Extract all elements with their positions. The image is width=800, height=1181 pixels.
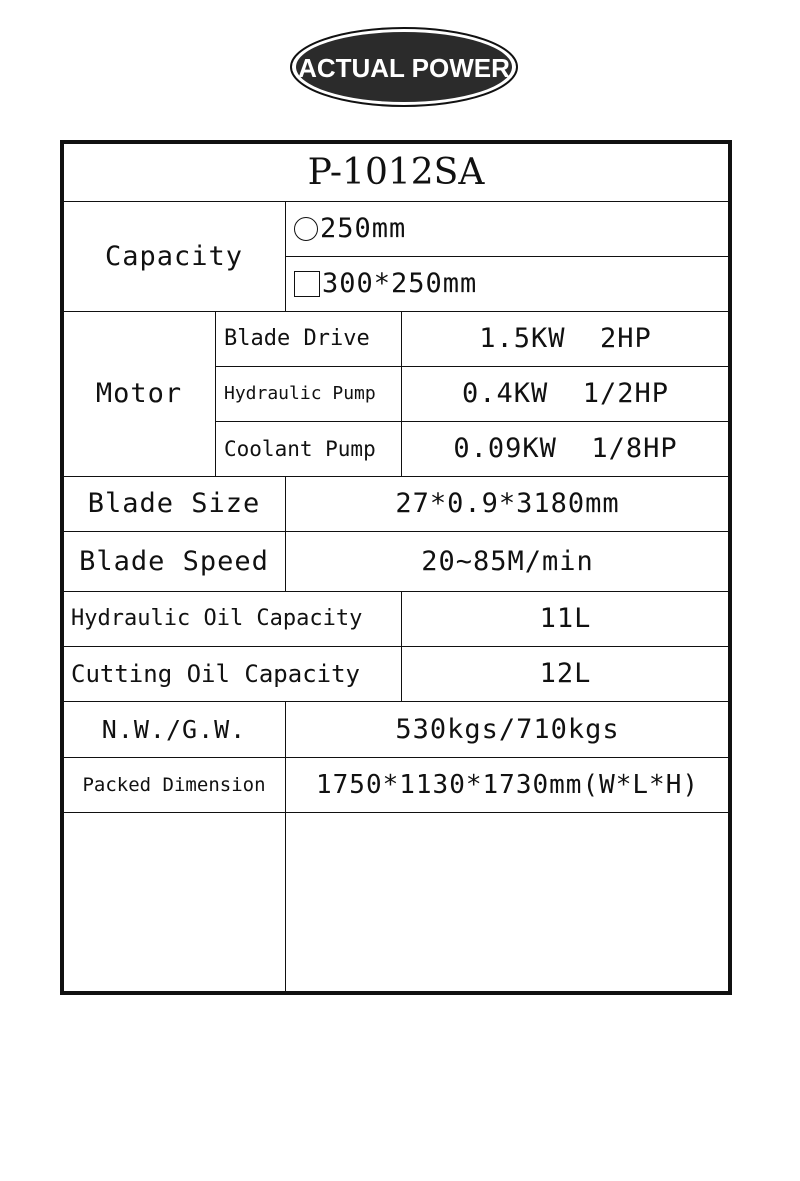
motor-coolant-pump-label: Coolant Pump [224, 436, 376, 461]
capacity-label: Capacity [104, 240, 244, 272]
round-stock-icon [294, 217, 318, 241]
blade-speed-value: 20~85M/min [421, 545, 594, 577]
packed-dimension-label: Packed Dimension [82, 773, 266, 796]
brand-logo [289, 27, 519, 107]
hydraulic-oil-value: 11L [539, 603, 592, 634]
blade-speed-label: Blade Speed [79, 545, 269, 577]
capacity-round-value: 250mm [320, 213, 407, 244]
motor-blade-drive-label: Blade Drive [224, 326, 370, 351]
cutting-oil-value: 12L [539, 658, 592, 689]
weight-label: N.W./G.W. [101, 714, 247, 744]
capacity-round [286, 201, 729, 256]
motor-blade-drive-value: 1.5KW 2HP [479, 323, 652, 354]
blade-size-label: Blade Size [87, 488, 261, 519]
motor-label: Motor [95, 378, 183, 409]
motor-hydraulic-pump-label: Hydraulic Pump [224, 383, 376, 404]
model-title: P-1012SA [307, 151, 485, 193]
motor-hydraulic-pump-value: 0.4KW 1/2HP [461, 378, 670, 409]
rectangular-stock-icon [294, 271, 320, 297]
empty-cell-right [286, 812, 729, 992]
blade-size-value: 27*0.9*3180mm [395, 488, 620, 519]
empty-cell-left [63, 812, 285, 992]
weight-value: 530kgs/710kgs [395, 713, 620, 745]
cutting-oil-label: Cutting Oil Capacity [71, 659, 360, 688]
capacity-rect-value: 300*250mm [322, 268, 478, 299]
hydraulic-oil-label: Hydraulic Oil Capacity [71, 606, 363, 631]
logo-text: ACTUAL POWER [298, 53, 510, 83]
packed-dimension-value: 1750*1130*1730mm(W*L*H) [315, 769, 700, 800]
motor-coolant-pump-value: 0.09KW 1/8HP [453, 433, 678, 464]
capacity-rect [286, 256, 729, 311]
